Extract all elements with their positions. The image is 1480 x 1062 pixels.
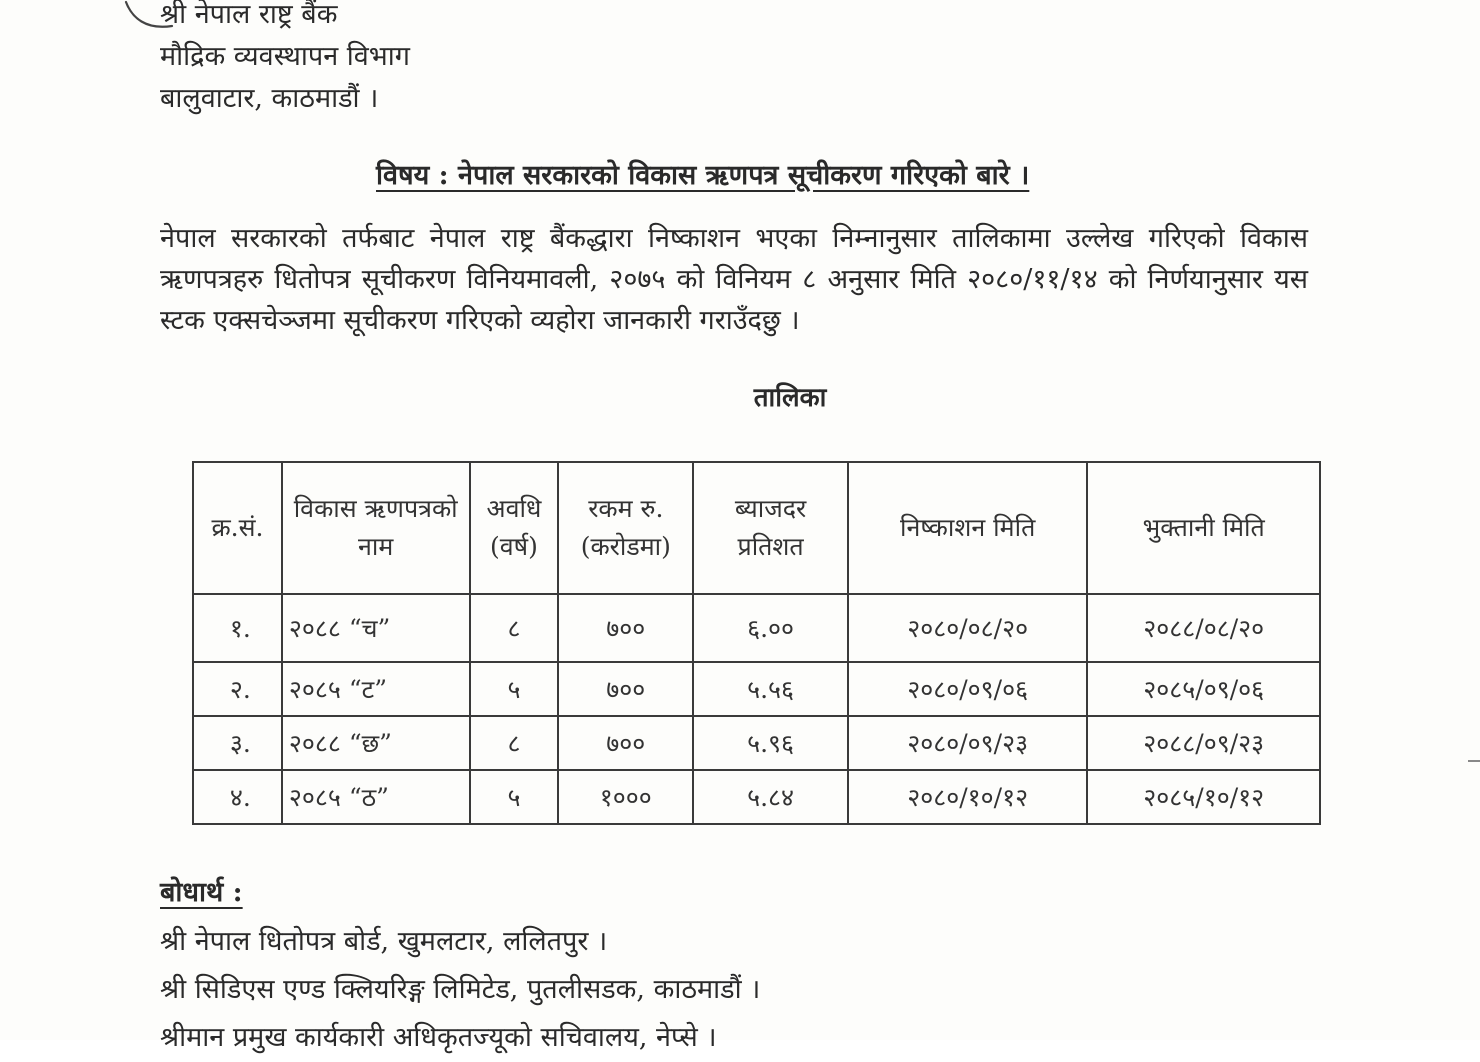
cell-term: ५ [470,662,559,716]
header-issue-date: निष्काशन मिति [848,462,1088,594]
cc-item: श्री सिडिएस एण्ड क्लियरिङ्ग लिमिटेड, पुतलीसडक, काठमाडौं । [160,974,761,1005]
table-row [193,716,1320,770]
cell-rate: ५.९६ [693,716,848,770]
cell-name: २०८५ “ट” [282,662,470,716]
table-row [193,594,1320,662]
cell-maturity-date: २०८५/०९/०६ [1087,662,1320,716]
cell-name: २०८५ “ठ” [282,770,470,824]
cell-issue-date: २०८०/१०/१२ [848,770,1088,824]
header-sn: क्र.सं. [193,462,282,594]
cell-sn: ३. [193,716,282,770]
recipient-address [160,0,410,120]
cell-rate: ५.८४ [693,770,848,824]
header-amount: रकम रु. (करोडमा) [558,462,693,594]
address-line-3: बालुवाटार, काठमाडौं । [160,83,379,114]
cc-title: बोधार्थ : [160,877,243,908]
cell-amount: ७०० [558,662,693,716]
address-line-1: श्री नेपाल राष्ट्र बैंक [160,0,338,30]
cell-maturity-date: २०८५/१०/१२ [1087,770,1320,824]
cell-rate: ५.५६ [693,662,848,716]
cell-issue-date: २०८०/०९/०६ [848,662,1088,716]
cell-term: ८ [470,716,559,770]
cell-name: २०८८ “च” [282,594,470,662]
subject-line: विषय : नेपाल सरकारको विकास ऋणपत्र सूचीकरण गरिएको बारे । [376,160,1030,191]
table-caption [0,378,1480,414]
cell-rate: ६.०० [693,594,848,662]
cc-item: श्रीमान प्रमुख कार्यकारी अधिकृतज्यूको सचिवालय, नेप्से । [160,1022,717,1053]
cell-sn: ४. [193,770,282,824]
table-caption-text: तालिका [753,383,827,413]
cell-maturity-date: २०८८/०८/२० [1087,594,1320,662]
cell-amount: १००० [558,770,693,824]
cell-term: ५ [470,770,559,824]
table-header-row [193,462,1320,594]
cell-issue-date: २०८०/०८/२० [848,594,1088,662]
cell-sn: १. [193,594,282,662]
cell-sn: २. [193,662,282,716]
header-maturity-date: भुक्तानी मिति [1087,462,1320,594]
cell-name: २०८८ “छ” [282,716,470,770]
table-row [193,770,1320,824]
address-line-2: मौद्रिक व्यवस्थापन विभाग [160,41,410,72]
cell-maturity-date: २०८८/०९/२३ [1087,716,1320,770]
cell-term: ८ [470,594,559,662]
cell-issue-date: २०८०/०९/२३ [848,716,1088,770]
cc-item: श्री नेपाल धितोपत्र बोर्ड, खुमलटार, ललितपुर । [160,926,608,957]
cc-list [160,918,760,1062]
header-name: विकास ऋणपत्रको नाम [282,462,470,594]
table-row [193,662,1320,716]
header-term: अवधि (वर्ष) [470,462,559,594]
development-bonds-table [192,461,1321,825]
scan-edge-mark [1468,760,1480,762]
cell-amount: ७०० [558,716,693,770]
header-rate: ब्याजदर प्रतिशत [693,462,848,594]
cell-amount: ७०० [558,594,693,662]
body-paragraph: नेपाल सरकारको तर्फबाट नेपाल राष्ट्र बैंकद्धारा निष्काशन भएका निम्नानुसार तालिकामा उल्लेख गरिएको विकास ऋणपत्रहरु धितोपत्र सूचीकरण विनियमावली, २०७५ को विनियम ८ अनुसार मिति २०८०/११/१४ को निर्णयानुसार यस स्टक एक्सचेञ्जमा सूचीकरण गरिएको व्यहोरा जानकारी गराउँदछु । [160,223,1308,336]
